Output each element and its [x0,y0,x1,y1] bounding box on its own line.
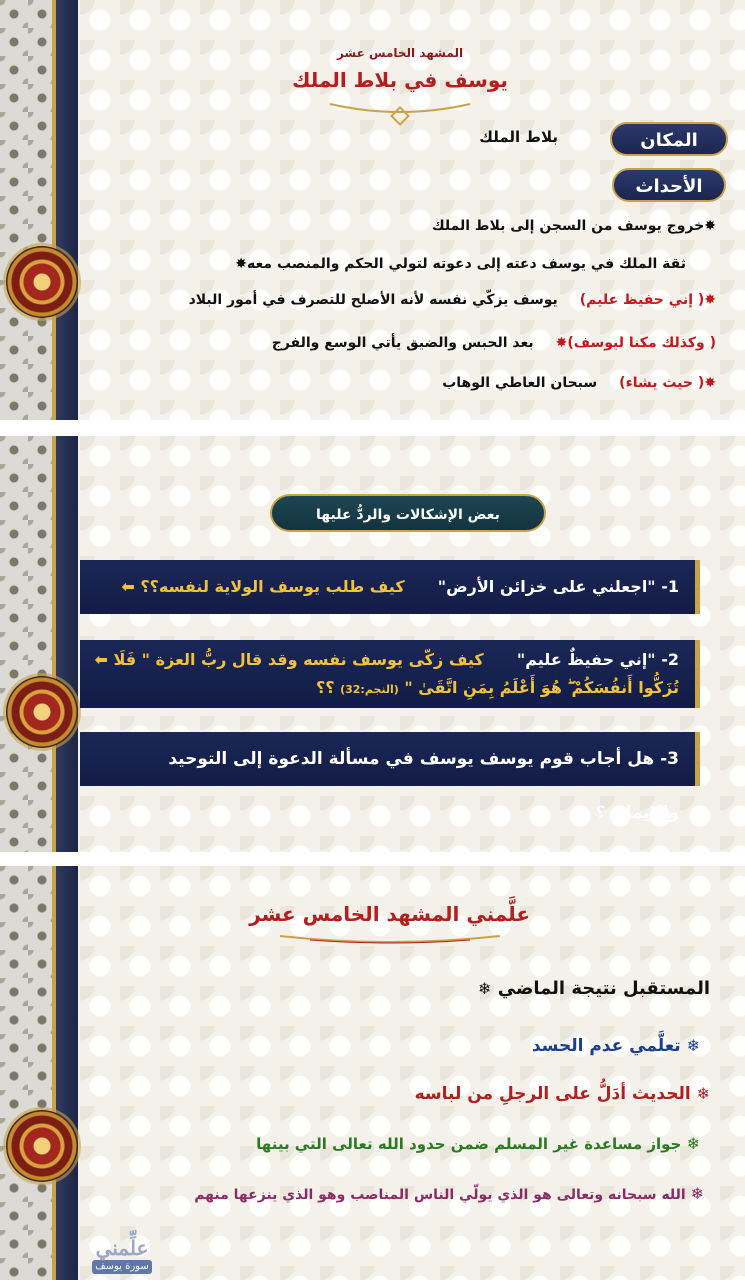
event-line [160,292,716,308]
logo-title: علِّمني [95,1236,149,1260]
event-text: بعد الحبس والضيق يأتي الوسع والفرج [271,335,534,351]
question-number: 2- [661,650,679,669]
slide-scene-summary [0,0,745,420]
question-text: كيف زكّى يوسف نفسه وقد قال ربُّ العزة [155,650,484,669]
lesson-item [300,978,710,999]
snowflake-icon: ❄ [478,979,492,998]
lesson-item [100,1184,704,1203]
logo-subtitle: سورة يوسف [92,1260,152,1274]
event-line [380,375,716,391]
events-label: الأحداث [612,168,726,202]
question-quote: "اجعلني على خزائن الأرض" [437,577,656,596]
lesson-text: الحديث أدَلُّ على الرجلِ من لباسه [414,1084,691,1104]
question-number: 3- [660,749,679,769]
question-box-3 [80,732,700,823]
question-line-1 [94,650,679,669]
slide-separator [0,420,745,436]
star-icon: ✸ [704,375,716,391]
lesson-text: المستقبل نتيجة الماضي [497,978,710,999]
slide-separator [0,852,745,866]
slide-lessons [0,866,745,1280]
question-text: كيف طلب يوسف الولاية لنفسه؟؟ [140,577,405,596]
scene-title: يوسف في بلاط الملك [292,68,508,92]
snowflake-icon: ❄ [686,1134,700,1153]
title-underline-icon [270,932,510,948]
ornamental-strip [0,866,78,1280]
question-box-1 [80,560,700,614]
event-text: خروج يوسف من السجن إلى بلاط الملك [431,218,705,234]
lesson-item [300,1084,710,1104]
title-ornament-icon [320,96,480,126]
lesson-text: الله سبحانه وتعالى هو الذي يولّي الناس المناصب وهو الذي ينزعها منهم [194,1187,686,1203]
scene-number: المشهد الخامس عشر [336,46,464,60]
snowflake-icon: ❄ [690,1184,704,1203]
verse-reference: (النجم:32) [340,683,399,696]
event-line [240,335,716,351]
snowflake-icon: ❄ [686,1036,700,1055]
lesson-text: جواز مساعدة غير المسلم ضمن حدود الله تعالى التي بينها [256,1135,682,1153]
question-number: 1- [661,577,679,596]
navy-band [56,866,78,1280]
lattice-pattern [0,0,56,420]
question-line-2 [316,678,679,698]
lesson-item [180,1134,700,1153]
ornamental-strip [0,0,78,420]
star-icon: ✸ [235,256,248,272]
event-quote: ( حيث يشاء) [619,375,705,391]
question-box-2 [80,640,700,708]
ornamental-strip [0,436,78,852]
event-quote: ( إني حفيظ عليم) [579,292,705,308]
arrow-left-icon: ⬅ [94,650,108,669]
verse-start: " فَلَا [113,650,150,669]
question-quote: "إني حفيظٌ عليم" [516,650,656,669]
event-line [230,218,716,234]
question-marks: ؟؟ [315,678,335,697]
event-text: سبحان العاطي الوهاب [442,375,598,391]
navy-band [56,436,78,852]
place-label: المكان [610,122,728,156]
lesson-text: تعلَّمي عدم الحسد [531,1036,681,1056]
issues-banner: بعض الإشكالات والردُّ عليها [270,494,546,532]
medallion-icon [6,676,78,748]
navy-band [56,0,78,420]
lattice-pattern [0,436,56,852]
event-text: يوسف يزكّي نفسه لأنه الأصلح للتصرف في أمور البلاد [188,292,558,308]
star-icon: ✸ [555,335,568,351]
lesson-item [380,1036,700,1056]
medallion-icon [6,1110,78,1182]
event-line [200,256,686,272]
lessons-title: علَّمني المشهد الخامس عشر [249,902,530,926]
question-text: هل أجاب قوم يوسف يوسف في مسألة الدعوة إلى التوحيد والايمان ؟ [168,749,679,823]
medallion-icon [6,246,78,318]
arrow-left-icon: ⬅ [121,577,135,596]
event-quote: ( وكذلك مكنا ليوسف) [567,335,716,351]
slide-issues [0,436,745,852]
star-icon: ✸ [704,292,716,308]
place-value: بلاط الملك [479,128,558,146]
event-text: ثقة الملك في يوسف دعته إلى دعوته لتولي الحكم والمنصب معه [247,256,686,272]
brand-logo [92,1236,152,1280]
lattice-pattern [0,866,56,1280]
star-icon: ✸ [704,218,716,234]
snowflake-icon: ❄ [696,1084,710,1103]
verse-text: تُزَكُّوا أَنفُسَكُمْ ۖ هُوَ أَعْلَمُ بِمَنِ اتَّقَىٰ " [404,678,679,697]
